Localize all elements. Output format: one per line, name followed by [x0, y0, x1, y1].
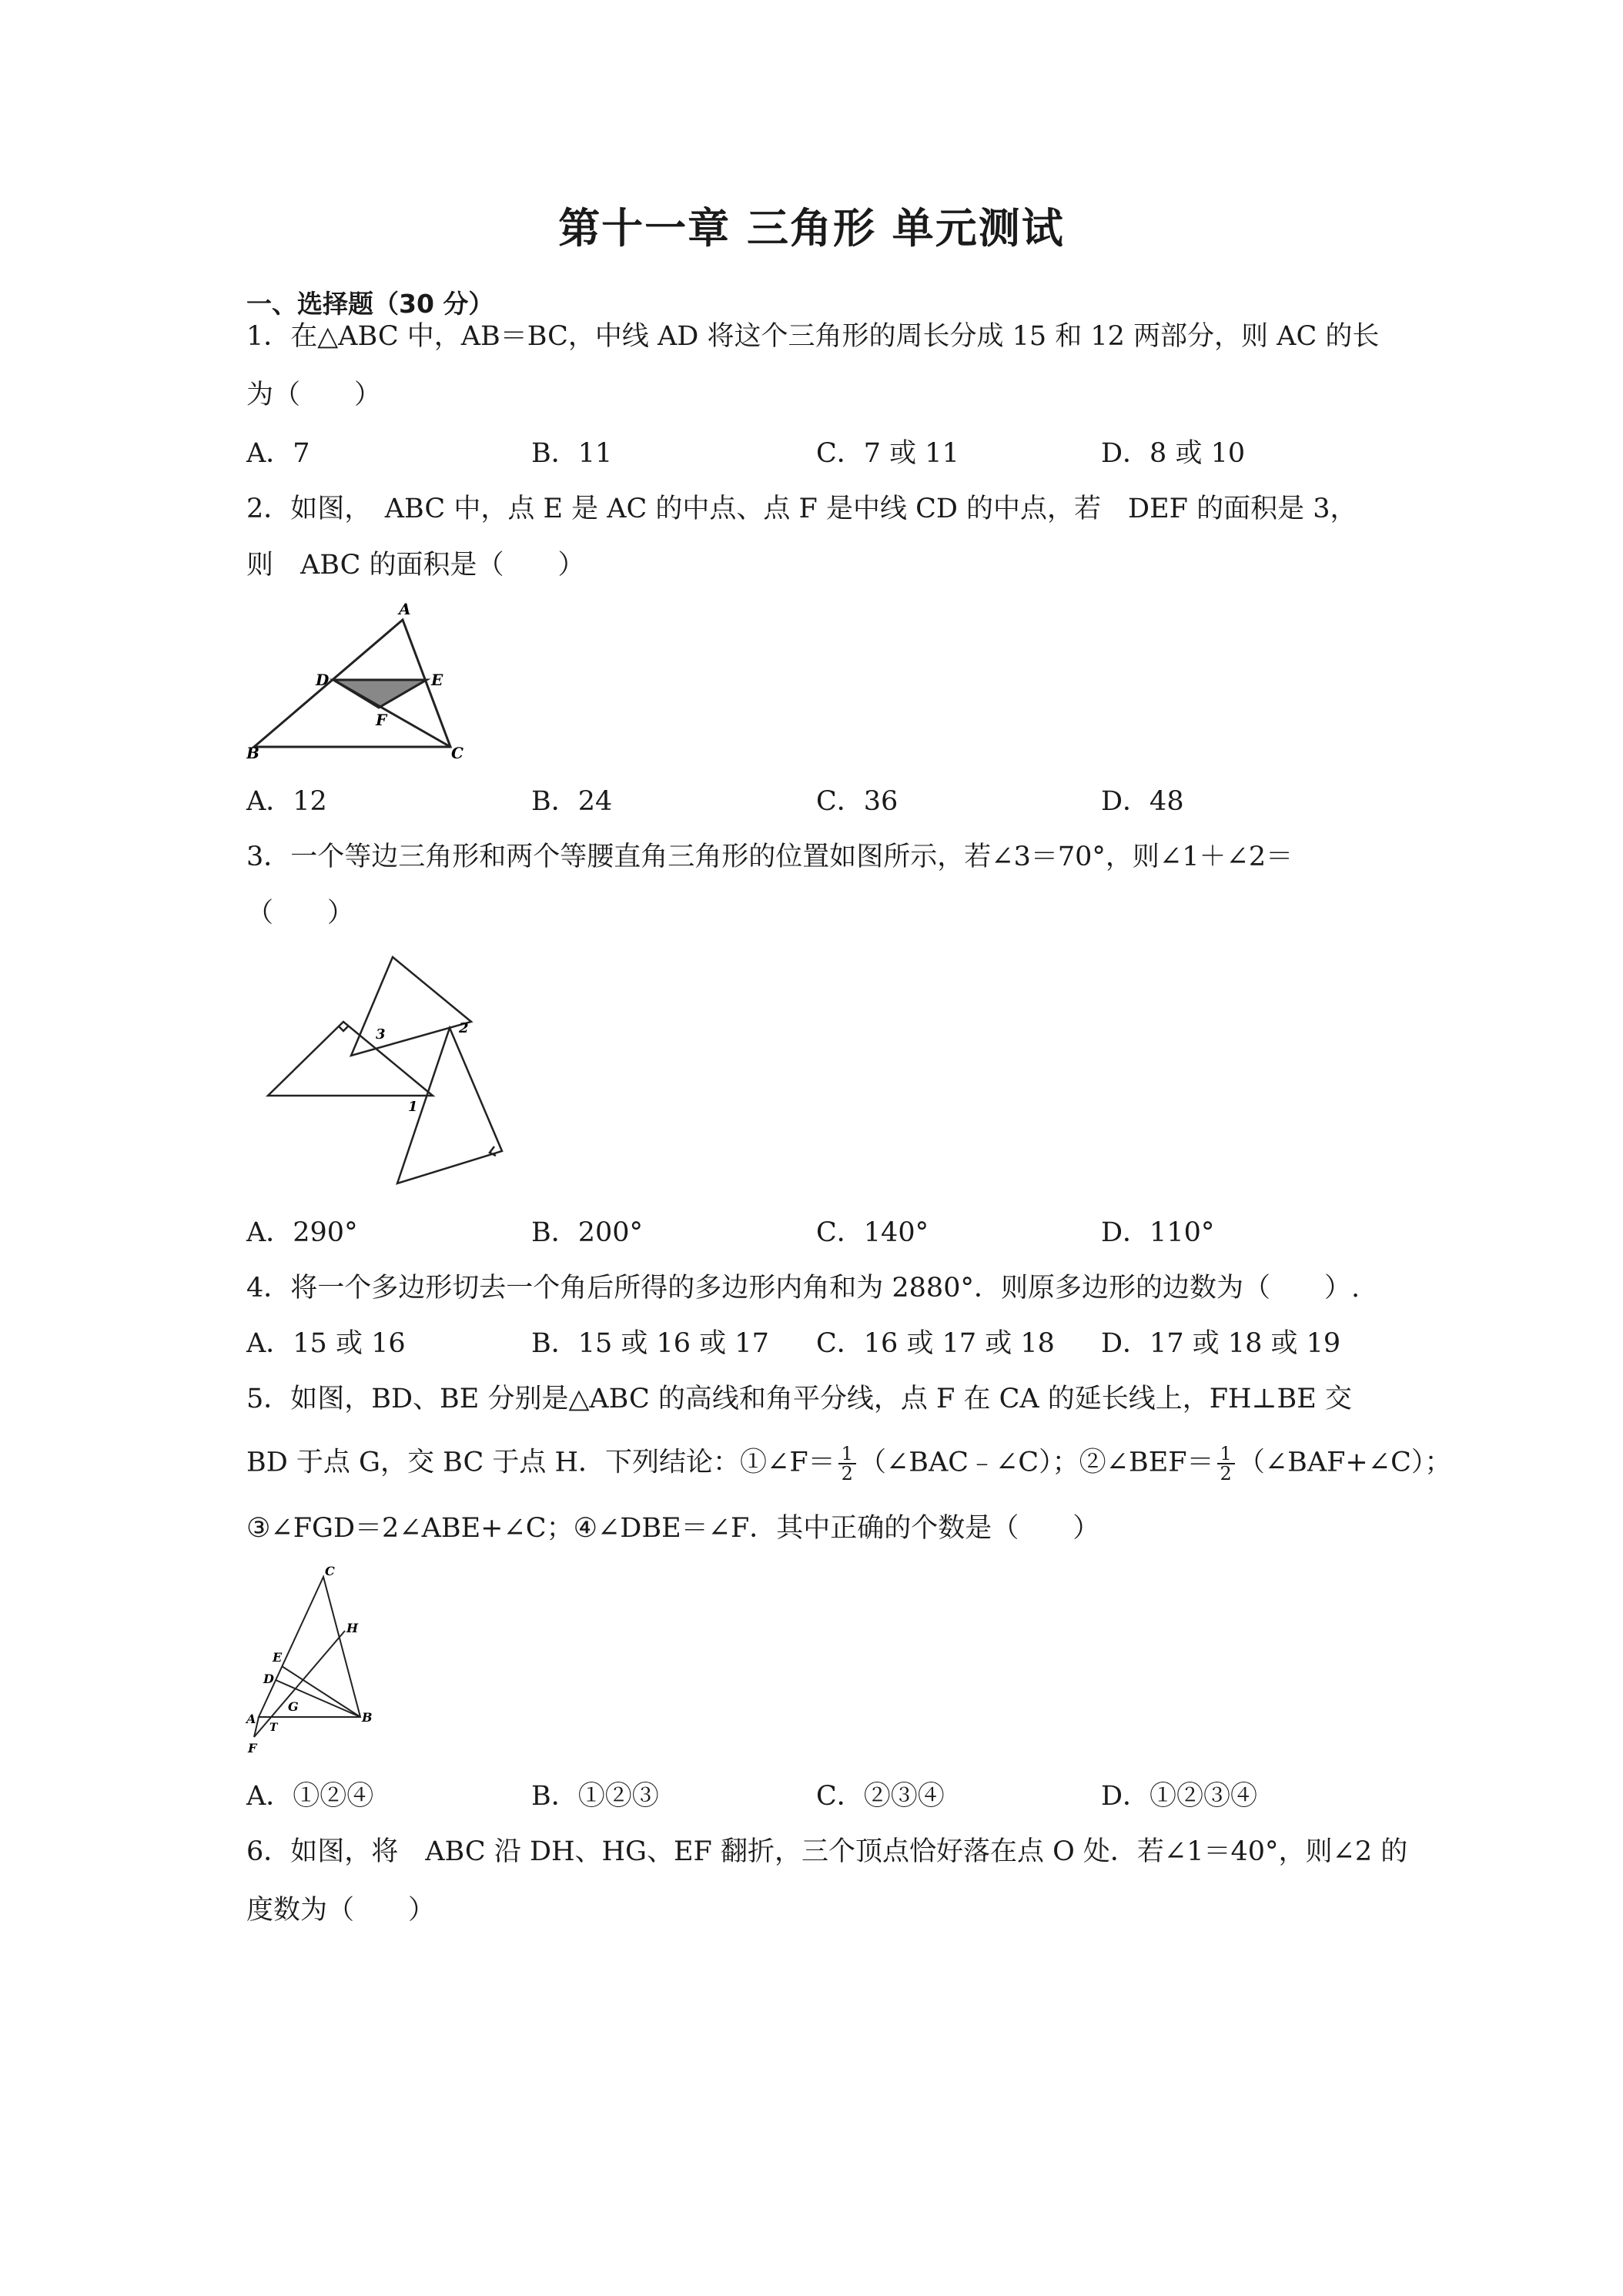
q3-option-c: C．140°: [816, 1217, 929, 1248]
q3-figure: [254, 951, 516, 1190]
q5-fraction-1: $\frac{1}{2}$: [838, 1444, 856, 1483]
q6-line2: 度数为（ ）: [246, 1895, 436, 1926]
q5-label-a: A: [246, 1712, 256, 1726]
q2-figure: [246, 601, 477, 762]
q2-shaded-triangle-def: [333, 680, 427, 708]
section-heading: 一、选择题（30 分）: [246, 289, 494, 319]
q2-option-c: C．36: [816, 786, 899, 817]
q3-option-b: B．200°: [531, 1217, 644, 1248]
q3-option-a: A．290°: [246, 1217, 358, 1248]
q5-option-d: D．①②③④: [1101, 1781, 1258, 1812]
q2-label-e: E: [431, 671, 443, 689]
q2-option-b: B．24: [531, 786, 613, 817]
q2-label-b: B: [246, 744, 259, 762]
q5-fraction-2: $\frac{1}{2}$: [1217, 1444, 1235, 1483]
q5-option-b: B．①②③: [531, 1781, 659, 1812]
q5-triangle-abc: [259, 1577, 360, 1717]
q3-label-1: 1: [408, 1099, 418, 1115]
q3-label-2: 2: [459, 1020, 469, 1036]
q1-option-b: B．11: [531, 438, 613, 469]
q1-line2: 为（ ）: [246, 380, 382, 410]
q5-line2-part2: （∠BAC﹣∠C）；②∠BEF＝: [858, 1447, 1214, 1478]
q2-line1: 2．如图， ABC 中，点 E 是 AC 的中点、点 F 是中线 CD 的中点，若 DEF 的面积是 3，: [246, 494, 1357, 524]
q2-option-d: D．48: [1101, 786, 1184, 817]
q2-label-d: D: [316, 671, 330, 689]
q5-line1: 5．如图，BD、BE 分别是△ABC 的高线和角平分线，点 F 在 CA 的延长线上，FH⊥BE 交: [246, 1384, 1352, 1414]
q5-line2-part1: BD 于点 G，交 BC 于点 H．下列结论：①∠F＝: [246, 1447, 835, 1478]
q5-label-t: T: [269, 1722, 278, 1734]
q5-label-g: G: [288, 1699, 299, 1714]
q5-label-c: C: [325, 1564, 335, 1578]
q5-label-d: D: [263, 1672, 274, 1686]
q3-option-d: D．110°: [1101, 1217, 1215, 1248]
q3-line2: （ ）: [246, 898, 355, 929]
q6-line1: 6．如图，将 ABC 沿 DH、HG、EF 翻折，三个顶点恰好落在点 O 处．若∠1＝40°，则∠2 的: [246, 1836, 1408, 1867]
q3-equilateral-triangle: [351, 957, 471, 1056]
q4-option-d: D．17 或 18 或 19: [1101, 1328, 1341, 1359]
q1-option-d: D．8 或 10: [1101, 438, 1246, 469]
q2-label-a: A: [399, 601, 411, 618]
q2-label-c: C: [451, 744, 463, 762]
q3-right-triangle-left: [268, 1022, 433, 1096]
q5-label-h: H: [346, 1621, 359, 1635]
q2-line2: 则 ABC 的面积是（ ）: [246, 550, 585, 581]
q5-figure: [245, 1563, 376, 1763]
q4-option-b: B．15 或 16 或 17: [531, 1328, 769, 1359]
q5-option-c: C．②③④: [816, 1781, 945, 1812]
q5-label-b: B: [362, 1710, 373, 1725]
page-title: 第十一章 三角形 单元测试: [558, 204, 1065, 253]
q5-line2: [246, 1444, 1451, 1483]
q3-right-angle-mark-left: [339, 1026, 348, 1031]
q1-line1: 1．在△ABC 中，AB＝BC，中线 AD 将这个三角形的周长分成 15 和 12 两部分，则 AC 的长: [246, 321, 1380, 352]
q1-option-c: C．7 或 11: [816, 438, 959, 469]
q2-label-f: F: [376, 711, 387, 729]
q5-line2-part3: （∠BAF+∠C）；: [1237, 1447, 1452, 1478]
q5-label-f: F: [248, 1741, 257, 1755]
q5-line3: ③∠FGD＝2∠ABE+∠C；④∠DBE＝∠F．其中正确的个数是（ ）: [246, 1513, 1100, 1544]
q1-option-a: A．7: [246, 438, 310, 469]
q3-line1: 3．一个等边三角形和两个等腰直角三角形的位置如图所示，若∠3＝70°，则∠1＋∠2＝: [246, 842, 1293, 872]
q2-option-a: A．12: [246, 786, 327, 817]
q5-option-a: A．①②④: [246, 1781, 374, 1812]
q5-label-e: E: [273, 1650, 283, 1665]
q4-line1: 4．将一个多边形切去一个角后所得的多边形内角和为 2880°．则原多边形的边数为（ ）.: [246, 1273, 1360, 1304]
q3-label-3: 3: [376, 1026, 386, 1043]
q4-option-c: C．16 或 17 或 18: [816, 1328, 1055, 1359]
q4-option-a: A．15 或 16: [246, 1328, 406, 1359]
